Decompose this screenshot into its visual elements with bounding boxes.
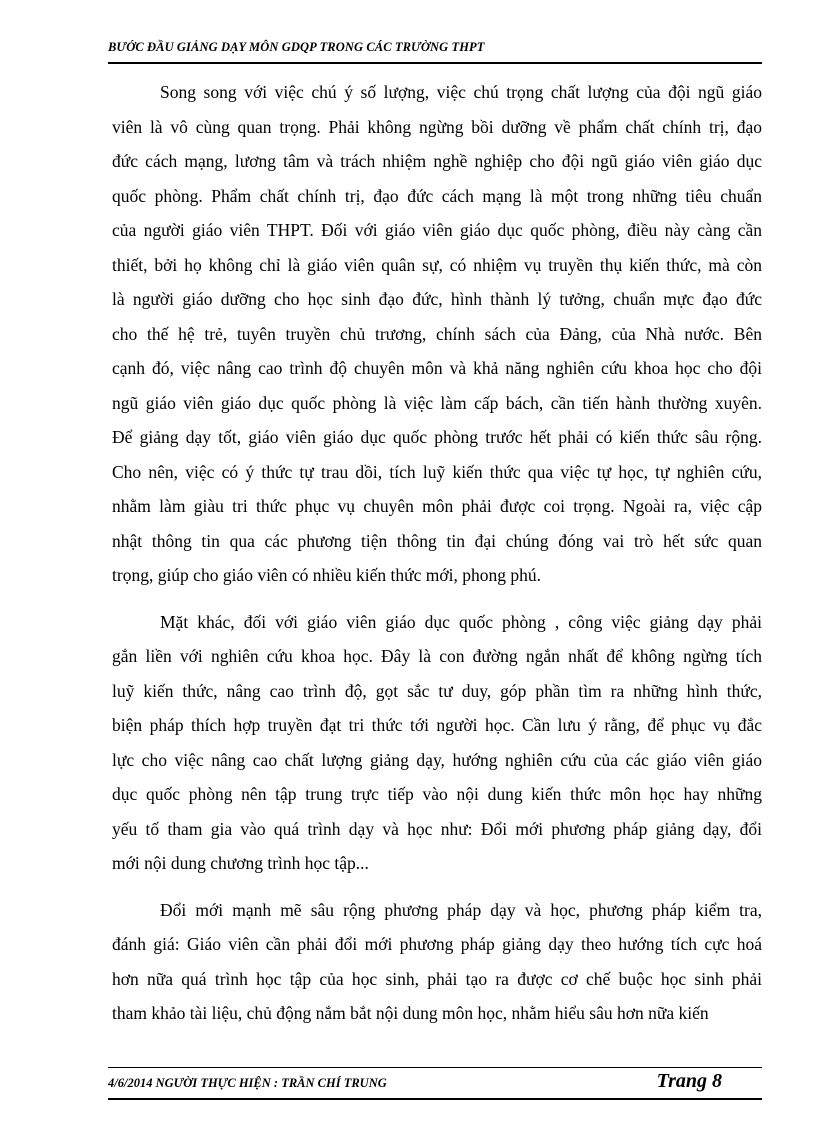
text-line: Đổi mới mạnh mẽ sâu rộng phương pháp dạy và học, phương pháp kiểm tra, [160,899,762,920]
document-body [112,75,762,1043]
text-line: cạnh đó, việc nâng cao trình độ chuyên môn và khả năng nghiên cứu khoa học cho đội [112,358,762,378]
text-line: yếu tố tham gia vào quá trình dạy và học như: Đổi mới phương pháp giảng dạy, đổi [112,818,762,839]
text-line: đức cách mạng, lương tâm và trách nhiệm nghề nghiệp cho đội ngũ giáo viên giáo dục [112,151,762,171]
text-line: hơn nữa quá trình học tập của học sinh, phải tạo ra được cơ chế buộc học sinh phải [112,968,762,989]
text-line: gắn liền với nghiên cứu khoa học. Đây là con đường ngắn nhất để không ngừng tích [112,646,762,666]
paragraph [112,75,762,593]
header-rule [108,62,762,64]
header-title: BƯỚC ĐẦU GIẢNG DẠY MÔN GDQP TRONG CÁC TRƯỜNG THPT [108,40,485,54]
footer-author: 4/6/2014 NGƯỜI THỰC HIỆN : TRẦN CHÍ TRUNG [108,1076,387,1090]
text-line: mới nội dung chương trình học tập... [112,853,369,873]
text-line: lực cho việc nâng cao chất lượng giảng dạy, hướng nghiên cứu của các giáo viên giáo [112,749,762,770]
page-number: Trang 8 [656,1070,722,1092]
text-line: Mặt khác, đối với giáo viên giáo dục quốc phòng , công việc giảng dạy phải [160,611,762,632]
text-line: Để giảng dạy tốt, giáo viên giáo dục quốc phòng trước hết phải có kiến thức sâu rộng. [112,427,762,447]
text-line: là người giáo dưỡng cho học sinh đạo đức, hình thành lý tưởng, chuẩn mực đạo đức [112,289,762,309]
paragraph [112,893,762,1031]
text-line: thiết, bởi họ không chỉ là giáo viên quân sự, có nhiệm vụ truyền thụ kiến thức, mà còn [112,254,762,275]
text-line: nhằm làm giàu tri thức phục vụ chuyên môn phải được coi trọng. Ngoài ra, việc cập [112,496,762,516]
footer-rule-top [108,1067,762,1068]
text-line: Song song với việc chú ý số lượng, việc chú trọng chất lượng của đội ngũ giáo [160,82,762,102]
text-line: biện pháp thích hợp truyền đạt tri thức tới người học. Cần lưu ý rằng, để phục vụ đắc [112,715,762,735]
page-footer [108,1070,762,1100]
text-line: tham khảo tài liệu, chủ động nắm bắt nội dung môn học, nhằm hiểu sâu hơn nữa kiến [112,1003,709,1023]
text-line: viên là vô cùng quan trọng. Phải không ngừng bồi dưỡng về phẩm chất chính trị, đạo [112,116,762,137]
text-line: trọng, giúp cho giáo viên có nhiều kiến thức mới, phong phú. [112,565,541,585]
text-line: đánh giá: Giáo viên cần phải đổi mới phương pháp giảng dạy theo hướng tích cực hoá [112,934,762,954]
text-line: Cho nên, việc có ý thức tự trau dồi, tích luỹ kiến thức qua việc tự học, tự nghiên cứu, [112,461,762,482]
text-line: luỹ kiến thức, nâng cao trình độ, gọt sắc tư duy, góp phần tìm ra những hình thức, [112,680,762,701]
footer-rule-bottom [108,1098,762,1100]
text-line: của người giáo viên THPT. Đối với giáo viên giáo dục quốc phòng, điều này càng cần [112,220,762,240]
text-line: cho thế hệ trẻ, tuyên truyền chủ trương, chính sách của Đảng, của Nhà nước. Bên [112,323,762,344]
text-line: ngũ giáo viên giáo dục quốc phòng là việc làm cấp bách, cần tiến hành thường xuyên. [112,392,762,413]
text-line: nhật thông tin qua các phương tiện thông tin đại chúng đóng vai trò hết sức quan [112,530,762,551]
text-line: quốc phòng. Phẩm chất chính trị, đạo đức cách mạng là một trong những tiêu chuẩn [112,185,762,206]
page-header [108,40,762,64]
text-line: dục quốc phòng nên tập trung trực tiếp vào nội dung kiến thức môn học hay những [112,784,762,804]
paragraph [112,605,762,881]
